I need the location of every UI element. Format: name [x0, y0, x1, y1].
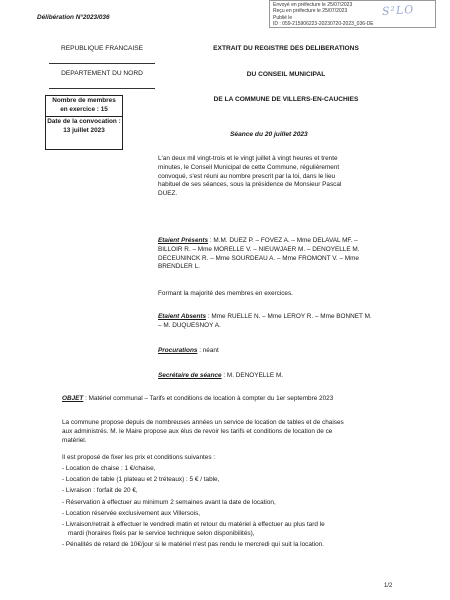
intro-line: convoqué, s'est réuni au nombre prescrit par la loi, dans le lieu — [158, 172, 336, 180]
prefecture-published-line: Publié le — [273, 14, 293, 21]
slo-signature: S²LO — [381, 2, 415, 19]
procurations-value: : néant — [197, 347, 219, 354]
intro-line: DUEZ. — [158, 190, 178, 198]
convocation-date: 13 juillet 2023 — [63, 126, 105, 134]
prefecture-id-line: ID : 059-215906223-20230720-2023_036-DE — [273, 20, 374, 27]
condition-item: - Location de table (1 plateau et 2 tréteaux) : 5 € / table, — [62, 476, 220, 484]
deliberation-number: Délibération N°2023/036 — [37, 14, 110, 21]
body-line: aux administrés. M. le Maire propose aux élus de revoir les tarifs et conditions de location de ce — [62, 427, 333, 435]
present-line: DECEUNINCK R. – Mme SOURDEAU A. – Mme FROMONT V. – Mme — [158, 254, 359, 262]
objet-line — [62, 395, 333, 404]
body-line: matériel. — [62, 436, 87, 444]
intro-line: minutes, le Conseil Municipal de cette Commune, régulièrement — [158, 163, 340, 171]
secretary — [158, 372, 283, 381]
absent-label: Etaient Absents — [158, 313, 207, 320]
extract-heading: EXTRAIT DU REGISTRE DES DELIBERATIONS — [213, 45, 359, 52]
body-line: La commune propose depuis de nombreuses années un service de location de tables et de chaises — [62, 419, 344, 426]
prefecture-received-line: Reçu en préfecture le 25/07/2023 — [273, 8, 348, 15]
members-count: en exercice : 15 — [60, 105, 108, 113]
intro-line: habituel de ses séances, sous la présidence de Monsieur Pascal — [158, 181, 342, 189]
majority-text: Formant la majorité des membres en exercices. — [158, 290, 293, 297]
box-divider — [46, 116, 122, 117]
convocation-label: Date de la convocation : — [47, 118, 121, 126]
present-line: : M.M. DUEZ P. – FOVEZ A. – Mme DELAVAL MF. – — [208, 237, 358, 244]
prefecture-sent-line: Envoyé en préfecture le 25/07/2023 — [273, 2, 353, 8]
condition-item: - Location de chaise : 1 €/chaise, — [62, 465, 156, 472]
session-date: Séance du 20 juillet 2023 — [230, 131, 308, 138]
condition-item: - Pénalités de retard de 10€/jour si le matériel n'est pas rendu le mercredi qui suit la location. — [62, 541, 324, 549]
divider — [49, 63, 155, 64]
present-line: BRENDLER L. — [158, 263, 200, 271]
condition-item-continued: mardi (horaires fixés par le service technique selon disponibilités), — [68, 530, 255, 538]
absent-block — [158, 313, 408, 331]
department-heading: DEPARTEMENT DU NORD — [61, 70, 143, 77]
members-box — [45, 95, 123, 150]
republic-heading: REPUBLIQUE FRANCAISE — [60, 45, 144, 52]
condition-item: - Livraison/retrait à effectuer le vendredi matin et retour du matériel à effectuer au plus tard le — [62, 521, 325, 529]
condition-item: - Réservation à effectuer au minimum 2 semaines avant la date de location, — [62, 498, 276, 506]
condition-item: - Location réservée exclusivement aux Villersois, — [62, 509, 201, 517]
absent-line: – M. DUQUESNOY A. — [158, 321, 221, 329]
procurations — [158, 347, 219, 356]
present-block — [158, 237, 408, 272]
secretary-value: : M. DENOYELLE M. — [221, 372, 284, 379]
absent-line: : Mme RUELLE N. – Mme LEROY R. – Mme BONNET M. — [206, 313, 372, 320]
objet-text: : Matériel communal – Tarifs et conditions de location à compter du 1er septembre 2023 — [83, 395, 334, 402]
intro-paragraph — [158, 155, 403, 199]
page-number: 1/2 — [384, 583, 393, 589]
body-paragraph — [62, 419, 402, 445]
council-heading: DU CONSEIL MUNICIPAL — [246, 71, 326, 78]
commune-heading: DE LA COMMUNE DE VILLERS-EN-CAUCHIES — [213, 96, 359, 103]
conditions-list — [62, 463, 407, 550]
divider — [49, 88, 155, 89]
present-label: Etaient Présents — [158, 237, 209, 244]
members-label: Nombre de membres — [52, 97, 116, 104]
proposal-intro: Il est proposé de fixer les prix et conditions suivantes : — [62, 454, 216, 461]
secretary-label: Secrétaire de séance — [158, 372, 222, 379]
present-line: BILLOIR R. – Mme MORELLE V. – NIEUWJAER M. – DENOYELLE M. — [158, 245, 360, 253]
objet-label: OBJET — [62, 395, 84, 402]
condition-item: - Livraison : forfait de 20 €, — [62, 487, 138, 495]
intro-line: L'an deux mil vingt-trois et le vingt juillet à vingt heures et trente — [158, 155, 338, 162]
procurations-label: Procurations — [158, 347, 198, 354]
